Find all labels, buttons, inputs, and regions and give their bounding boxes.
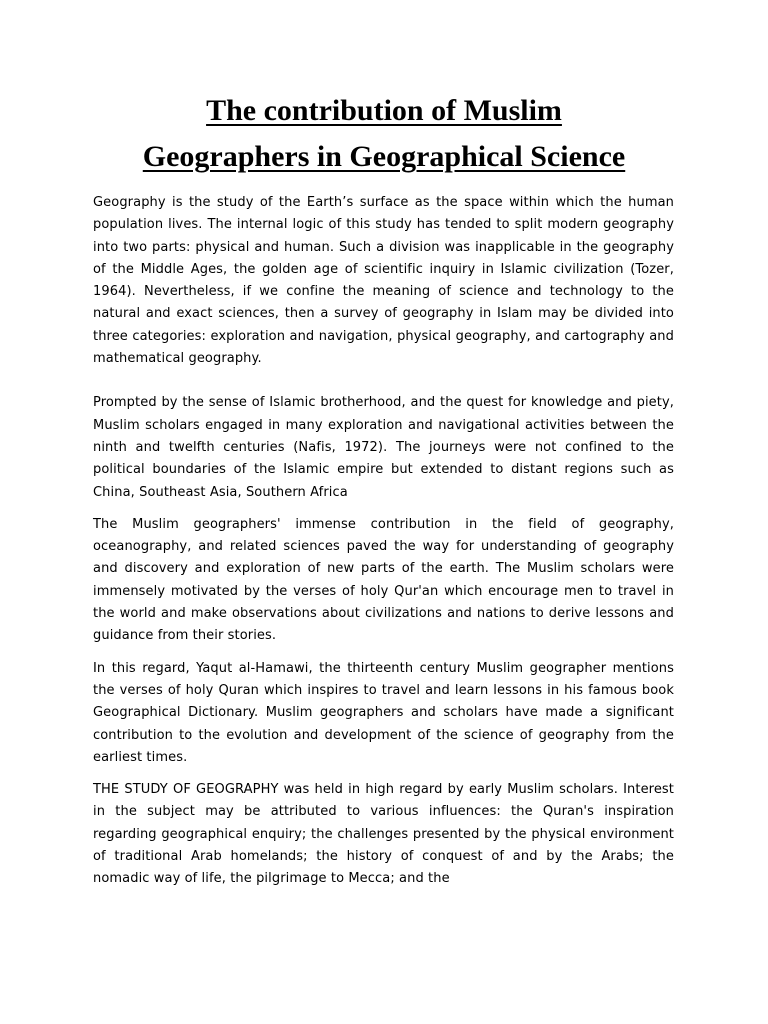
paragraph-intro: Geography is the study of the Earth’s surface as the space within which the human population lives. The internal logic of this study has tended to split modern geography into two parts: physical and human. Such a division was inapplicable in the geography of the Middle Ages, the golden age of scientific inquiry in Islamic civilization (Tozer, 1964). Nevertheless, if we confine the meaning of science and technology to the natural and exact sciences, then a survey of geography in Islam may be divided into three categories: exploration and navigation, physical geography, and cartography and mathematical geography. <box>93 195 674 367</box>
document-body <box>93 192 674 891</box>
title-line-2: Geographers in Geographical Science <box>142 140 626 173</box>
paragraph-spacer <box>93 769 674 779</box>
paragraph-study-of-geography: THE STUDY OF GEOGRAPHY was held in high regard by early Muslim scholars. Interest in the subject may be attributed to various influences: the Quran's inspiration regarding geographical enquiry; the challenges presented by the physical environment of traditional Arab homelands; the history of conquest of and by the Arabs; the nomadic way of life, the pilgrimage to Mecca; and the <box>93 782 674 887</box>
paragraph-exploration: Prompted by the sense of Islamic brotherhood, and the quest for knowledge and piety, Muslim scholars engaged in many exploration and navigational activities between the ninth and twelfth centuries (Nafis, 1972). The journeys were not confined to the political boundaries of the Islamic empire but extended to distant regions such as China, Southeast Asia, Southern Africa <box>93 395 674 500</box>
paragraph-yaqut: In this regard, Yaqut al-Hamawi, the thirteenth century Muslim geographer mentions the verses of holy Quran which inspires to travel and learn lessons in his famous book Geographical Dictionary. Muslim geographers and scholars have made a significant contribution to the evolution and development of the science of geography from the earliest times. <box>93 660 674 765</box>
paragraph-spacer <box>93 648 674 658</box>
document-title <box>60 88 708 180</box>
paragraph-contribution: The Muslim geographers' immense contribution in the field of geography, oceanography, and related sciences paved the way for understanding of geography and discovery and exploration of new parts of the earth. The Muslim scholars were immensely motivated by the verses of holy Qur'an which encourage men to travel in the world and make observations about civilizations and nations to derive lessons and guidance from their stories. <box>93 516 674 644</box>
paragraph-spacer <box>93 370 674 392</box>
paragraph-spacer <box>93 504 674 514</box>
title-line-1: The contribution of Muslim <box>206 94 562 127</box>
